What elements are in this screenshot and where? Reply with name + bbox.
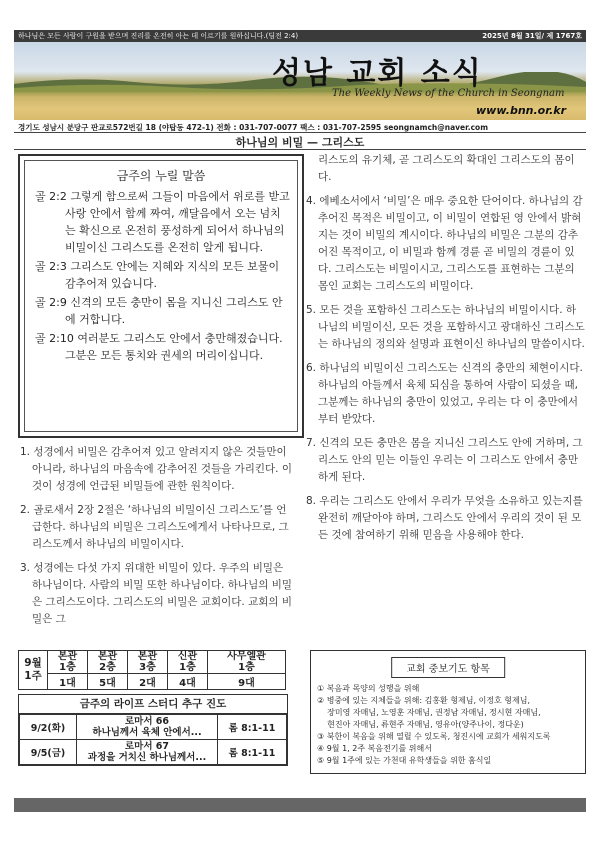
website-link[interactable]: www.bnn.or.kr <box>476 104 567 117</box>
study-progress <box>18 694 288 766</box>
point-6: 6. 하나님의 비밀이신 그리스도는 신격의 충만의 체현이시다. 하나님의 아들께서 육체 되심을 통하여 사람이 되셨을 때, 그분께는 하나님의 충만이 있었고, 우리는 다 이 충만에서부터 받았다. <box>306 362 583 425</box>
point-2: 2. 골로새서 2장 2절은 ‘하나님의 비밀이신 그리스도’를 언급한다. 하나님의 비밀은 그리스도에게서 나타나므로, 그리스도께서 하나님의 비밀이시다. <box>20 504 289 550</box>
prayer-list <box>317 683 581 767</box>
list-item: ② 병중에 있는 지체들을 위해: 김홍환 형제님, 이정호 형제님, <box>317 696 531 705</box>
schedule-value: 2대 <box>127 674 167 690</box>
study-reading: 롬 8:1-11 <box>218 740 287 765</box>
newsletter-title: 성남 교회 소식 <box>272 56 483 91</box>
schedule-value: 9대 <box>207 674 285 690</box>
schedule-header: 사무엘관 1층 <box>207 651 285 674</box>
list-item: 현진아 자매님, 류현주 자매님, 영유아(양주나이, 정다운) <box>317 720 524 729</box>
point-3: 3. 성경에는 다섯 가지 위대한 비밀이 있다. 우주의 비밀은 하나님이다. 사람의 비밀 또한 하나님이다. 하나님의 비밀은 그리스도이다. 그리스도의 비밀은 교회이다. 교회의 비밀은 그 <box>20 562 292 625</box>
sermon-title: 하나님의 비밀 — 그리스도 <box>235 136 365 149</box>
prayer-box <box>310 650 586 774</box>
divider <box>14 149 586 150</box>
verse-item: 골 2:10 여러분도 그리스도 안에서 충만해졌습니다. 그분은 모든 통치와 권세의 머리이십니다. <box>35 332 283 362</box>
point-4: 4. 에베소서에서 ‘비밀’은 매우 중요한 단어이다. 하나님의 감추어진 목적은 비밀이고, 이 비밀이 연합된 영 안에서 밝혀지는 것이 비밀의 계시이다. 하나님의 비밀은 그분의 감추어진 목적이고, 이 비밀과 함께 경륜 곧 비밀의 경륜이 있다. 그리스도는 비밀이시고, 그리스도를 표현하는 그분의 몸인 교회는 그리스도의 비밀이다. <box>306 195 583 292</box>
table-row <box>20 715 287 740</box>
schedule-header: 본관 1층 <box>48 651 88 674</box>
study-date: 9/2(화) <box>20 715 77 740</box>
study-reading: 롬 8:1-11 <box>218 715 287 740</box>
schedule-header: 신관 1층 <box>167 651 207 674</box>
list-item: ③ 북한이 복음을 위해 열릴 수 있도록, 청진시에 교회가 세워지도록 <box>317 732 551 741</box>
left-column <box>18 444 296 635</box>
verse-item: 골 2:3 그리스도 안에는 지혜와 지식의 모든 보물이 감추어져 있습니다. <box>35 260 280 290</box>
point-5: 5. 모든 것을 포함하신 그리스도는 하나님의 비밀이시다. 하나님의 비밀이신, 모든 것을 포함하시고 광대하신 그리스도는 하나님의 정의와 설명과 표현이신 하나님의 말씀이시다. <box>306 304 585 350</box>
list-item: 장미영 자매님, 노영훈 자매님, 권정남 자매님, 정시현 자매님, <box>317 708 541 717</box>
list-item: ④ 9월 1, 2주 복음전기를 위해서 <box>317 744 432 753</box>
right-column <box>304 152 586 551</box>
issue-date: 2025년 8월 31일/ 제 1767호 <box>482 32 582 40</box>
study-lesson: 로마서 66 하나님께서 육체 안에서... <box>77 715 218 740</box>
church-address: 경기도 성남시 분당구 판교로572번길 18 (야탑동 472-1) 전화 : 031-707-0077 팩스 : 031-707-2595 seongnamch@naver.com <box>18 123 489 132</box>
list-item: ⑤ 9월 1주에 있는 가천대 유학생들을 위한 홈식일 <box>317 756 492 765</box>
point-8: 8. 우리는 그리스도 안에서 우리가 무엇을 소유하고 있는지를 완전히 깨닫아야 하며, 그리스도 안에서 우리의 것이 된 모든 것에 참여하기 위해 믿음을 사용해야 한다. <box>306 495 583 541</box>
point-7: 7. 신격의 모든 충만은 몸을 지니신 그리스도 안에 거하며, 그리스도 안의 믿는 이들인 우리는 이 그리스도 안에서 충만하게 된다. <box>306 437 583 483</box>
schedule-week: 9월 1주 <box>19 651 48 690</box>
schedule-table <box>18 650 286 690</box>
point-3-continuation: 리스도의 유기체, 곧 그리스도의 확대인 그리스도의 몸이다. <box>318 154 575 183</box>
study-lesson: 로마서 67 과정을 거치신 하나님께서... <box>77 740 218 765</box>
verses-box <box>18 154 304 438</box>
table-row <box>20 740 287 765</box>
study-date: 9/5(금) <box>20 740 77 765</box>
verses-box-title: 금주의 누릴 말씀 <box>116 169 206 183</box>
footer-bar <box>14 798 586 812</box>
newsletter-subtitle: The Weekly News of the Church in Seongnam <box>332 88 565 99</box>
schedule-header: 본관 3층 <box>127 651 167 674</box>
banner <box>14 42 586 120</box>
verse-item: 골 2:9 신격의 모든 충만이 몸을 지니신 그리스도 안에 거합니다. <box>35 296 283 326</box>
prayer-title: 교회 중보기도 항목 <box>391 657 505 678</box>
schedule-value: 4대 <box>167 674 207 690</box>
divider <box>14 132 586 133</box>
study-title: 금주의 라이프 스터디 추구 진도 <box>19 695 287 714</box>
top-bar <box>14 30 586 42</box>
schedule-value: 5대 <box>87 674 127 690</box>
study-table <box>19 714 287 765</box>
point-1: 1. 성경에서 비밀은 감추어져 있고 알려지지 않은 것들만이 아니라, 하나님의 마음속에 감추어진 것들을 가리킨다. 이것이 성경에 언급된 비밀들에 관한 원칙이다. <box>20 446 292 492</box>
schedule-value: 1대 <box>48 674 88 690</box>
verses-box-inner <box>24 160 298 432</box>
list-item: ① 복음과 목양의 성행을 위해 <box>317 684 420 693</box>
header-verse: 하나님은 모든 사람이 구원을 받으며 진리를 온전히 아는 데 이르기를 원하십니다.(딤전 2:4) <box>18 32 299 40</box>
verse-item: 골 2:2 그렇게 함으로써 그들이 마음에서 위로를 받고 사랑 안에서 함께 짜여, 깨달음에서 오는 넘치는 확신으로 온전히 풍성하게 되어서 하나님의 비밀이신 그리스도를 온전히 알게 됩니다. <box>35 190 290 254</box>
schedule-header: 본관 2층 <box>87 651 127 674</box>
